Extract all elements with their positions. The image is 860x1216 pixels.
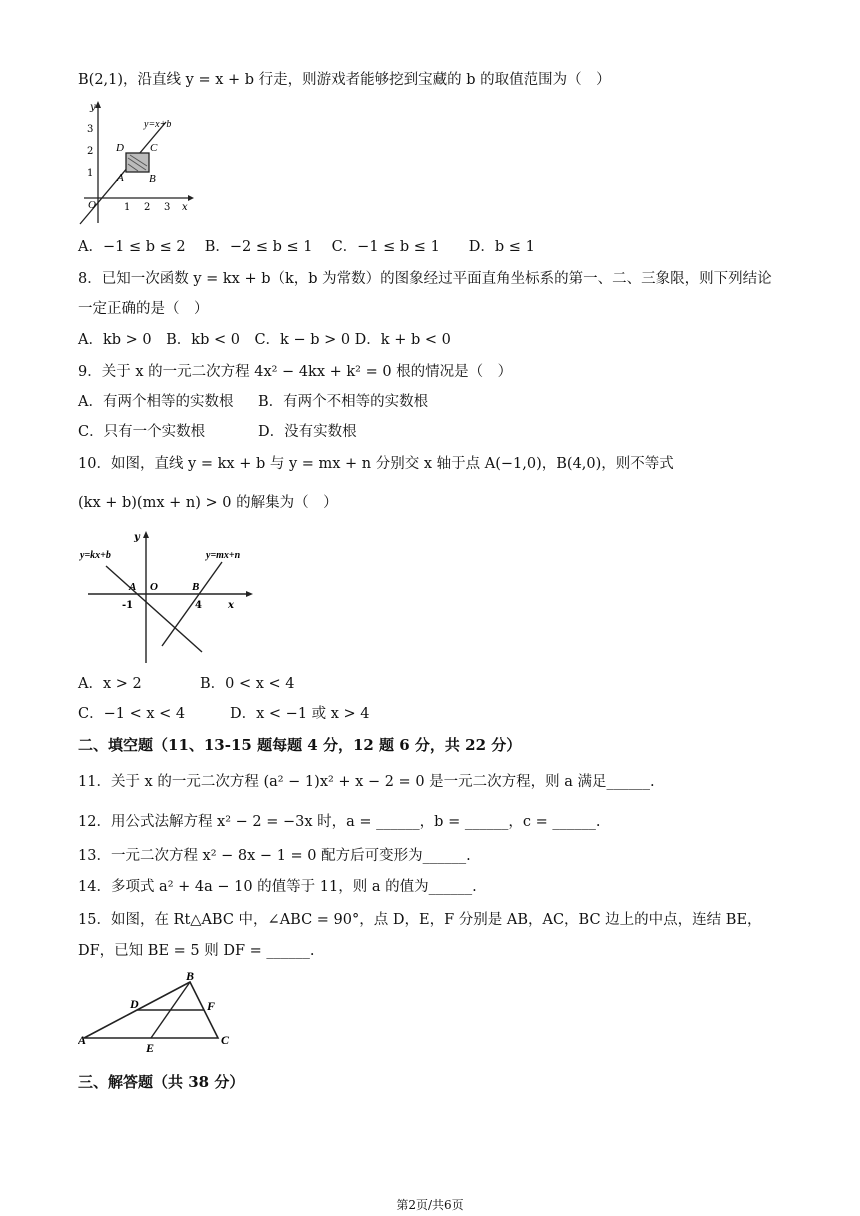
- q7-line-label: y=x+b: [144, 119, 172, 130]
- q8-line2: 一定正确的是（ ）: [78, 301, 209, 317]
- page-footer: 第2页/共6页: [396, 1198, 464, 1212]
- q10-option-c: C．−1 < x < 4: [78, 706, 186, 722]
- q15-label-f: F: [207, 999, 216, 1013]
- q9-stem: 9．关于 x 的一元二次方程 4x² − 4kx + k² = 0 根的情况是（ ）: [78, 364, 513, 380]
- q7-label-b: B: [149, 173, 156, 185]
- q15-label-c: C: [221, 1033, 230, 1047]
- q14: 14．多项式 a² + 4a − 10 的值等于 11，则 a 的值为______.: [78, 879, 477, 895]
- q7-ytick-1: 1: [87, 168, 94, 179]
- q9-option-c: C．只有一个实数根: [78, 424, 206, 440]
- q15-label-b: B: [186, 970, 195, 983]
- q7-stem: B(2,1)，沿直线 y = x + b 行走，则游戏者能够挖到宝藏的 b 的取值范围为（ ）: [78, 72, 611, 88]
- q9-option-d: D．没有实数根: [258, 424, 357, 440]
- q10-label-a: A: [129, 581, 137, 593]
- q7-yaxis-label: y: [90, 102, 96, 113]
- q10-option-a: A．x > 2: [78, 676, 142, 692]
- q12: 12．用公式法解方程 x² − 2 = −3x 时，a = ______，b = ______，c = ______.: [78, 814, 601, 830]
- section-2-heading: 二、填空题（11、13-15 题每题 4 分，12 题 6 分，共 22 分）: [78, 736, 522, 754]
- q7-label-o: O: [88, 199, 96, 211]
- q9-option-b: B．有两个不相等的实数根: [258, 394, 429, 410]
- q7-label-c: C: [150, 142, 158, 154]
- q15-label-a: A: [78, 1033, 87, 1047]
- q7-figure: [76, 98, 196, 228]
- q9-option-a: A．有两个相等的实数根: [78, 394, 234, 410]
- q10-line2: (kx + b)(mx + n) > 0 的解集为（ ）: [78, 495, 338, 511]
- q15-label-d: D: [130, 997, 139, 1011]
- q7-label-d: D: [116, 142, 124, 154]
- q15-line2: DF，已知 BE = 5 则 DF = ______.: [78, 943, 315, 959]
- q10-line1-label: y=kx+b: [80, 550, 111, 561]
- q13: 13．一元二次方程 x² − 8x − 1 = 0 配方后可变形为______.: [78, 848, 471, 864]
- q7-label-a: A: [117, 172, 124, 184]
- q7-xtick-3: 3: [164, 202, 171, 213]
- q15-figure: [78, 970, 238, 1056]
- q10-figure: [78, 528, 258, 666]
- q11: 11．关于 x 的一元二次方程 (a² − 1)x² + x − 2 = 0 是一元二次方程，则 a 满足______.: [78, 774, 655, 790]
- q10-label-b: B: [192, 581, 200, 593]
- q10-line1: 10．如图，直线 y = kx + b 与 y = mx + n 分别交 x 轴于点 A(−1,0)，B(4,0)，则不等式: [78, 456, 674, 472]
- q10-yaxis-label: y: [134, 532, 140, 543]
- q7-ytick-2: 2: [87, 146, 94, 157]
- section-3-heading: 三、解答题（共 38 分）: [78, 1073, 245, 1091]
- q10-label-o: O: [150, 581, 158, 593]
- q10-tick-4: 4: [195, 600, 202, 611]
- q8-options: A．kb > 0 B．kb < 0 C．k − b > 0 D．k + b < 0: [78, 332, 451, 348]
- q10-option-d: D．x < −1 或 x > 4: [230, 706, 370, 722]
- q7-xtick-1: 1: [124, 202, 131, 213]
- q7-xtick-2: 2: [144, 202, 151, 213]
- q7-ytick-3: 3: [87, 124, 94, 135]
- q15-line1: 15．如图，在 Rt△ABC 中，∠ABC = 90°，点 D，E，F 分别是 AB，AC，BC 边上的中点，连结 BE，: [78, 912, 762, 928]
- q7-xaxis-label: x: [182, 202, 188, 213]
- q10-line2-label: y=mx+n: [206, 550, 241, 561]
- q7-options: A．−1 ≤ b ≤ 2 B．−2 ≤ b ≤ 1 C．−1 ≤ b ≤ 1 D．b ≤ 1: [78, 239, 535, 255]
- q10-xaxis-label: x: [228, 600, 234, 611]
- q15-label-e: E: [146, 1041, 155, 1055]
- q8-line1: 8．已知一次函数 y = kx + b（k，b 为常数）的图象经过平面直角坐标系的第一、二、三象限，则下列结论: [78, 271, 772, 287]
- q10-tick-minus1: -1: [122, 600, 134, 611]
- q10-option-b: B．0 < x < 4: [200, 676, 295, 692]
